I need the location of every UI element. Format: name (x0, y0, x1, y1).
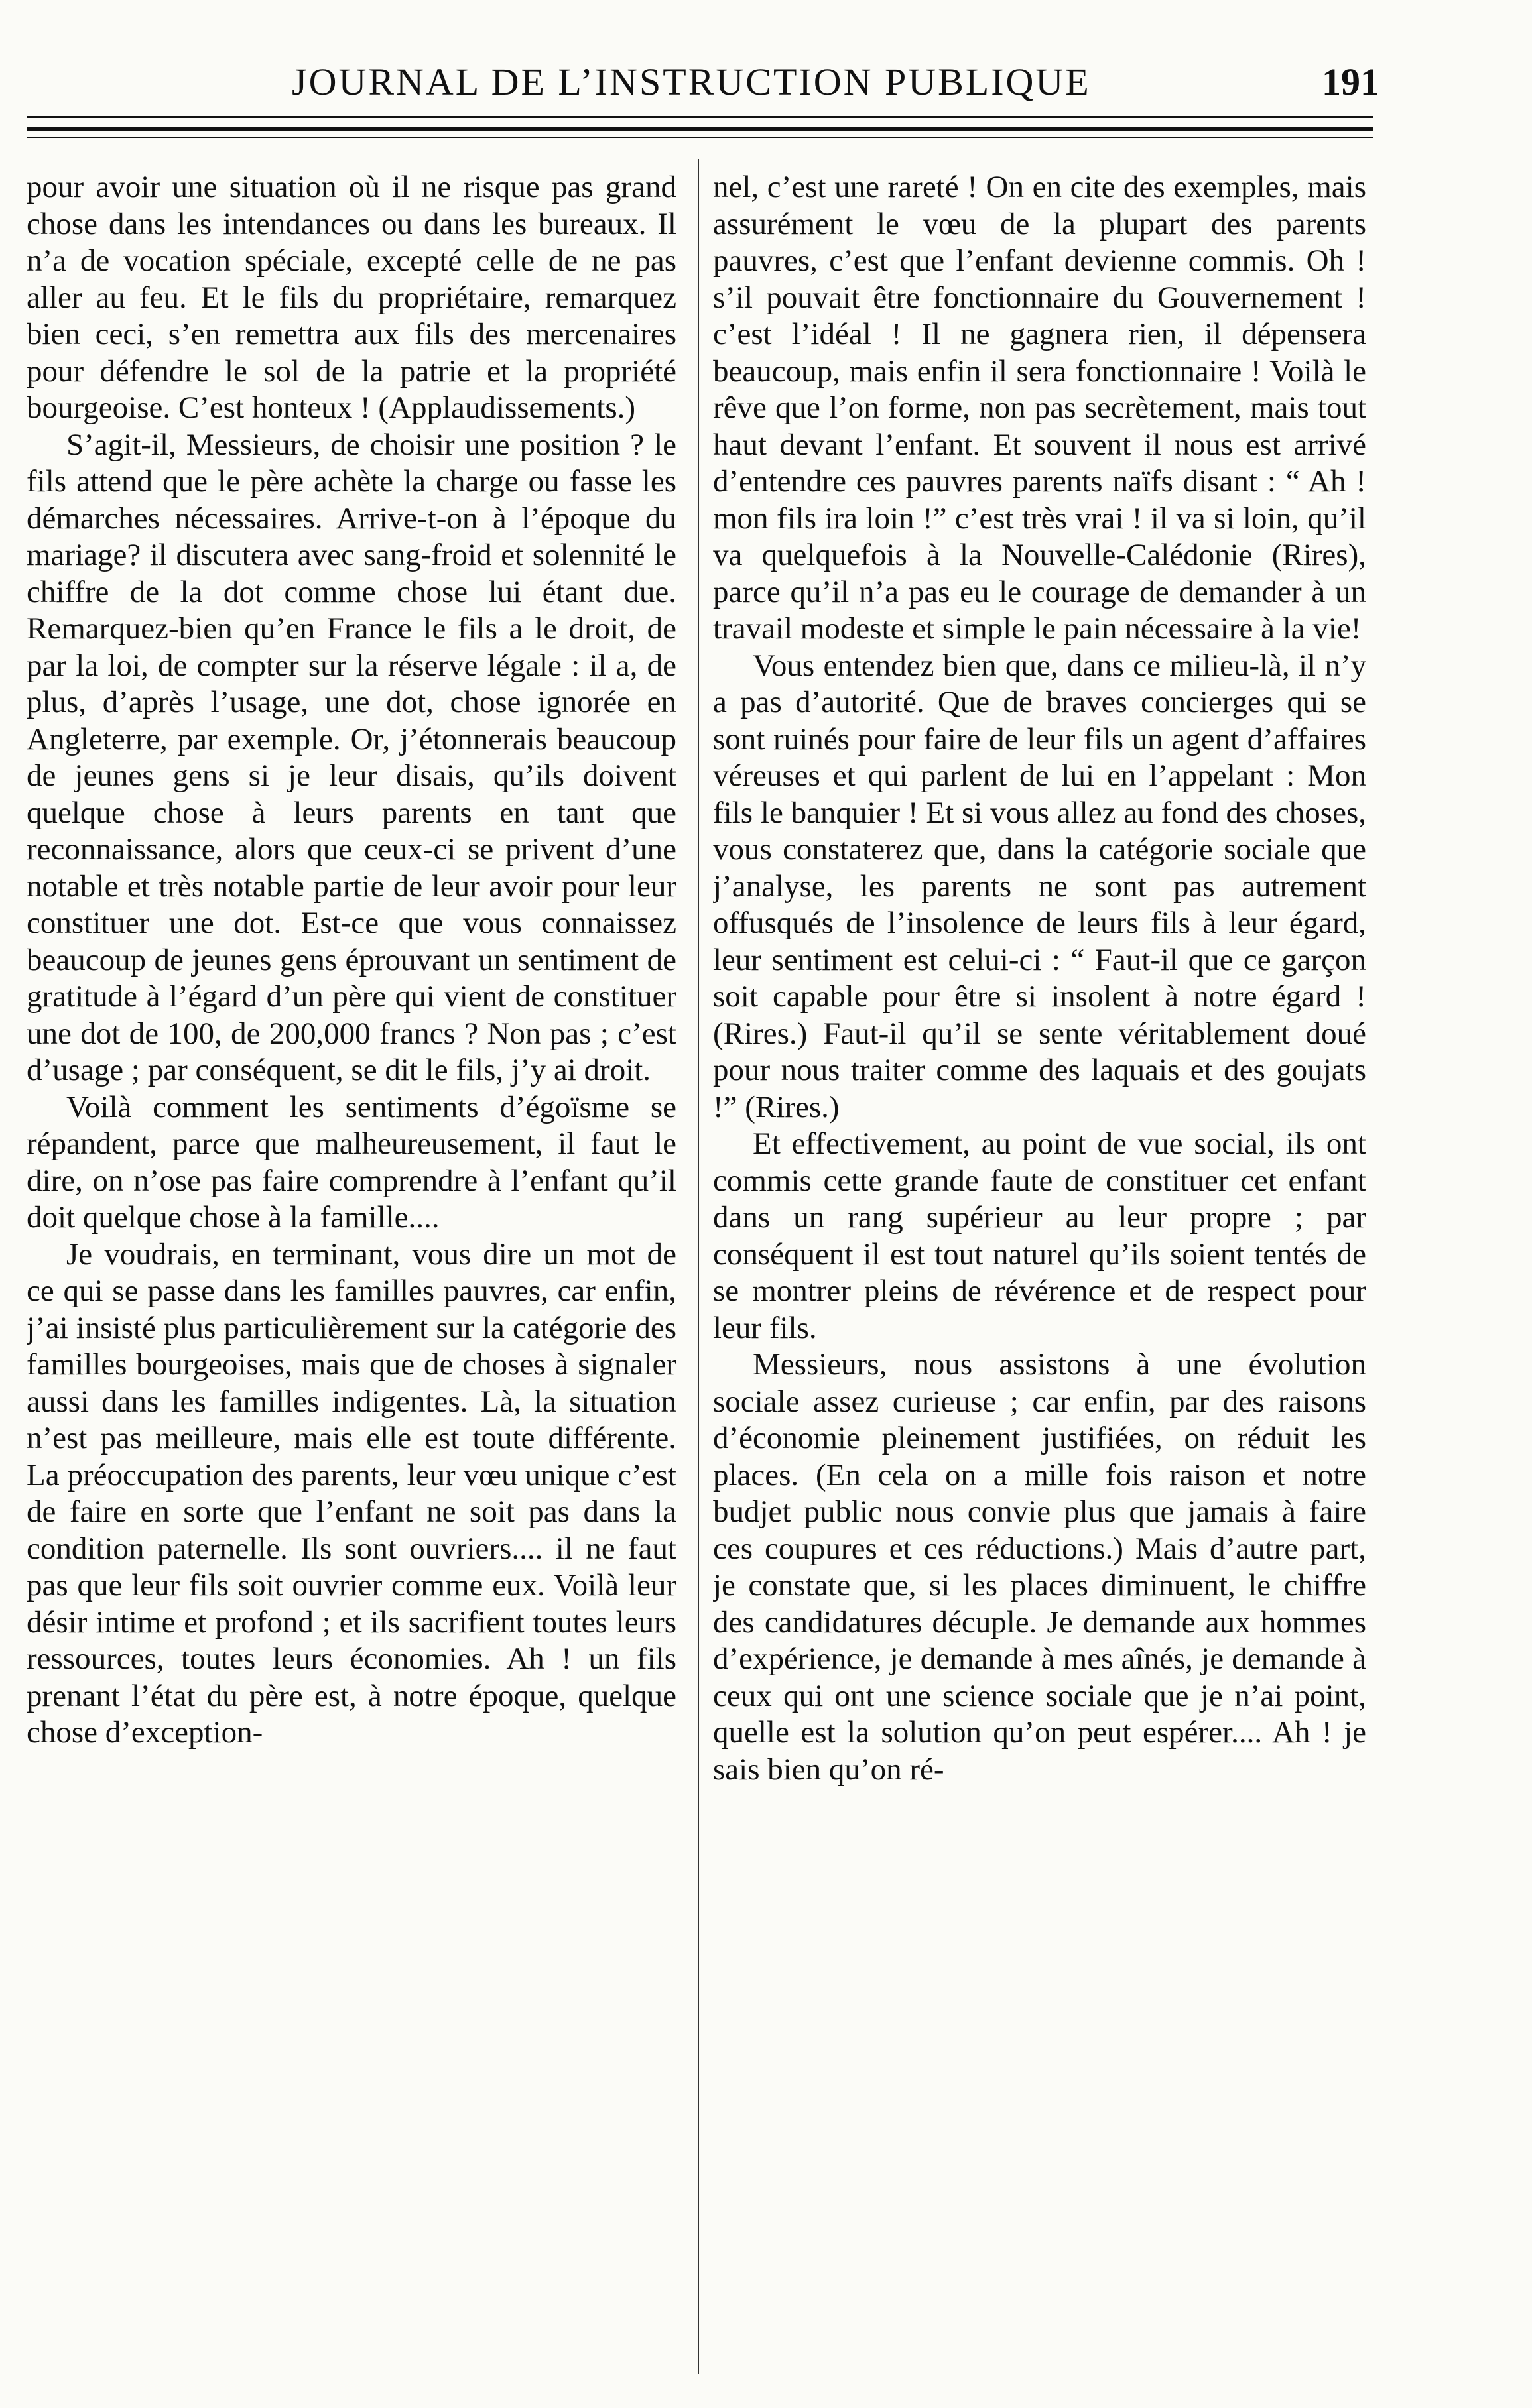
paragraph: nel, c’est une rareté ! On en cite des exemples, mais assurément le vœu de la plupart des parents pauvres, c’est que l’enfant devienne commis. Oh ! s’il pouvait être fonctionnaire du Gouvernement ! c’est l’idéal ! Il ne gagnera rien, il dépensera beaucoup, mais enfin il sera fonctionnaire ! Voilà le rêve que l’on forme, non pas secrètement, mais tout haut devant l’enfant. Et souvent il nous est arrivé d’entendre ces pauvres parents naïfs disant : “ Ah ! mon fils ira loin !” c’est très vrai ! il va si loin, qu’il va quelquefois à la Nouvelle-Calédonie (Rires), parce qu’il n’a pas eu le courage de demander à un travail modeste et simple le pain nécessaire à la vie! (713, 170, 1366, 646)
paragraph: Messieurs, nous assistons à une évolution sociale assez curieuse ; car enfin, par des raisons d’économie pleinement justifiées, on réduit les places. (En cela on a mille fois raison et notre budjet public nous convie plus que jamais à faire ces coupures et ces réductions.) Mais d’autre part, je constate que, si les places diminuent, le chiffre des candidatures décuple. Je demande aux hommes d’expérience, je demande à mes aînés, je demande à ceux qui ont une science sociale que je n’ai point, quelle est la solution qu’on peut espérer.... Ah ! je sais bien qu’on ré- (713, 1347, 1366, 1787)
right-column (713, 169, 1366, 2383)
running-title: JOURNAL DE L’INSTRUCTION PUBLIQUE (292, 60, 1091, 103)
page-header (27, 46, 1379, 133)
paragraph: pour avoir une situation où il ne risque pas grand chose dans les intendances ou dans les bureaux. Il n’a de vocation spéciale, excepté celle de ne pas aller au feu. Et le fils du propriétaire, remarquez bien ceci, s’en remettra aux fils des mercenaires pour défendre le sol de la patrie et la propriété bourgeoise. C’est honteux ! (Applaudissements.) (27, 170, 676, 425)
left-column (27, 169, 676, 2383)
header-rule-bottom (27, 137, 1373, 138)
paragraph: Vous entendez bien que, dans ce milieu-là, il n’y a pas d’autorité. Que de braves concierges qui se sont ruinés pour faire de leur fils un agent d’affaires véreuses et qui parlent de lui en l’appelant : Mon fils le banquier ! Et si vous allez au fond des choses, vous constaterez que, dans la catégorie sociale que j’analyse, les parents ne sont pas autrement offusqués de l’insolence de leurs fils à leur égard, leur sentiment est celui-ci : “ Faut-il que ce garçon soit capable pour être si insolent à notre égard ! (Rires.) Faut-il qu’il se sente véritablement doué pour nous traiter comme des laquais et des goujats !” (Rires.) (713, 648, 1366, 1124)
header-rule-thick (27, 127, 1373, 131)
paragraph: Je voudrais, en terminant, vous dire un mot de ce qui se passe dans les familles pauvres, car enfin, j’ai insisté plus particulièrement sur la catégorie des familles bourgeoises, mais que de choses à signaler aussi dans les familles indigentes. Là, la situation n’est pas meilleure, mais elle est toute différente. La préoccupation des parents, leur vœu unique c’est de faire en sorte que l’enfant ne soit pas dans la condition paternelle. Ils sont ouvriers.... il ne faut pas que leur fils soit ouvrier comme eux. Voilà leur désir intime et profond ; et ils sacrifient toutes leurs ressources, toutes leurs économies. Ah ! un fils prenant l’état du père est, à notre époque, quelque chose d’exception- (27, 1236, 676, 1750)
paragraph: Et effectivement, au point de vue social, ils ont commis cette grande faute de constituer cet enfant dans un rang supérieur au leur propre ; par conséquent il est tout naturel qu’ils soient tentés de se montrer pleins de révérence et de respect pour leur fils. (713, 1126, 1366, 1345)
paragraph: S’agit-il, Messieurs, de choisir une position ? le fils attend que le père achète la charge ou fasse les démarches nécessaires. Arrive-t-on à l’époque du mariage? il discutera avec sang-froid et solennité le chiffre de la dot comme chose lui étant due. Remarquez-bien qu’en France le fils a le droit, de par la loi, de compter sur la réserve légale : il a, de plus, d’après l’usage, une dot, chose ignorée en Angleterre, par exemple. Or, j’étonnerais beaucoup de jeunes gens si je leur disais, qu’ils doivent quelque chose à leurs parents en tant que reconnaissance, alors que ceux-ci se privent d’une notable et très notable partie de leur avoir pour leur constituer une dot. Est-ce que vous connaissez beaucoup de jeunes gens éprouvant un sentiment de gratitude à l’égard d’un père qui vient de constituer une dot de 100, de 200,000 francs ? Non pas ; c’est d’usage ; par conséquent, se dit le fils, j’y ai droit. (27, 427, 676, 1087)
paragraph: Voilà comment les sentiments d’égoïsme se répandent, parce que malheureusement, il faut le dire, on n’ose pas faire comprendre à l’enfant qu’il doit quelque chose à la famille.... (27, 1089, 676, 1234)
page-number: 191 (1322, 60, 1379, 103)
header-rule-top (27, 116, 1373, 118)
column-divider (698, 159, 699, 2374)
